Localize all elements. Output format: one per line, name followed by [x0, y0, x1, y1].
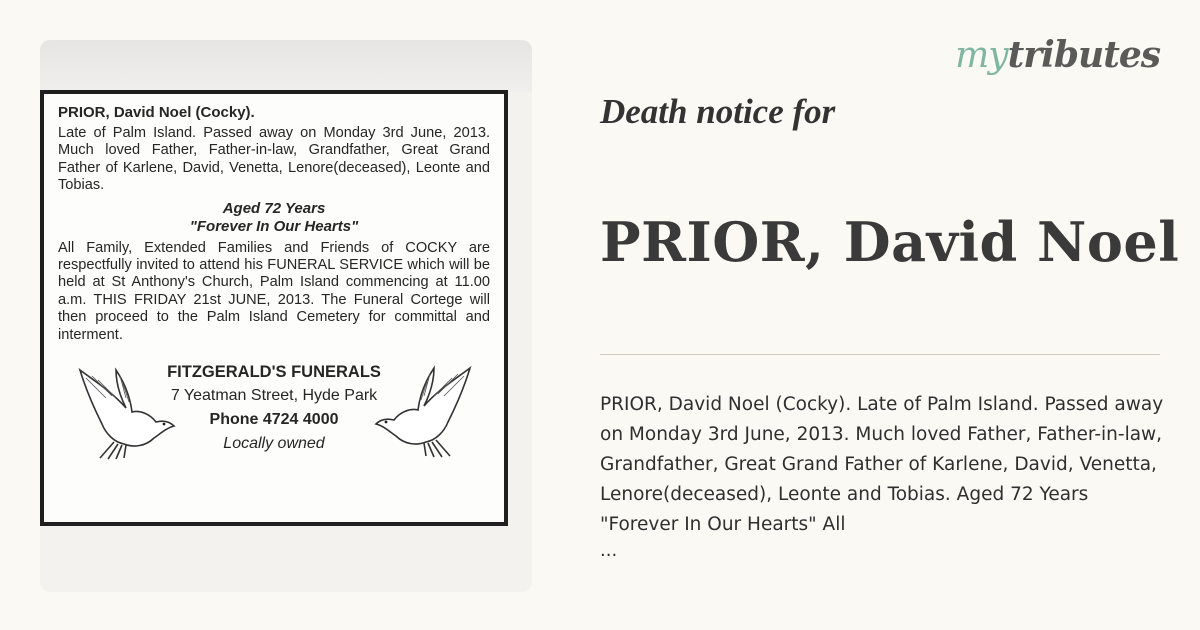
- notice-paragraph-2: All Family, Extended Families and Friends of COCKY are respectfully invited to attend his FUNERAL SERVICE which will be held at St Anthony's Church, Palm Island commencing at 11.00 a.m. THIS FRIDAY 21st JUNE, 2013. The Funeral Cortege will then proceed to the Palm Island Cemetery for committal and interment.: [58, 239, 490, 343]
- notice-excerpt: PRIOR, David Noel (Cocky). Late of Palm Island. Passed away on Monday 3rd June, 2013. Much loved Father, Father-in-law, Grandfather, Great Grand Father of Karlene, David, Venetta, Lenore(deceased), Leonte and Tobias. Aged 72 Years "Forever In Our Hearts" All: [600, 394, 1164, 535]
- deceased-name-title: PRIOR, David Noel: [600, 210, 1180, 274]
- notice-age-block: [58, 200, 490, 236]
- logo-name: tributes: [1007, 34, 1160, 76]
- logo-prefix: my: [955, 35, 1008, 76]
- funeral-director-phone: Phone 4724 4000: [209, 411, 339, 429]
- notice-paragraph-1: Late of Palm Island. Passed away on Monday 3rd June, 2013. Much loved Father, Father-in-law, Grandfather, Great Grand Father of Karlene, David, Venetta, Lenore(deceased), Leonte and Tobias.: [58, 125, 490, 194]
- funeral-director-info: [58, 360, 490, 456]
- funeral-director-tagline: Locally owned: [223, 435, 325, 453]
- funeral-director-block: [58, 354, 490, 494]
- newspaper-notice: [40, 90, 508, 526]
- page-subtitle: Death notice for: [600, 92, 836, 131]
- divider: [600, 354, 1160, 355]
- notice-age: Aged 72 Years: [222, 199, 326, 217]
- card-shade: [40, 40, 532, 92]
- excerpt-ellipsis: ...: [600, 540, 618, 561]
- notice-motto: "Forever In Our Hearts": [189, 217, 359, 235]
- funeral-director-address: 7 Yeatman Street, Hyde Park: [170, 387, 378, 405]
- notice-name-line: PRIOR, David Noel (Cocky).: [58, 104, 255, 121]
- funeral-director-name: FITZGERALD'S FUNERALS: [167, 363, 381, 382]
- mytributes-logo[interactable]: [955, 34, 1160, 76]
